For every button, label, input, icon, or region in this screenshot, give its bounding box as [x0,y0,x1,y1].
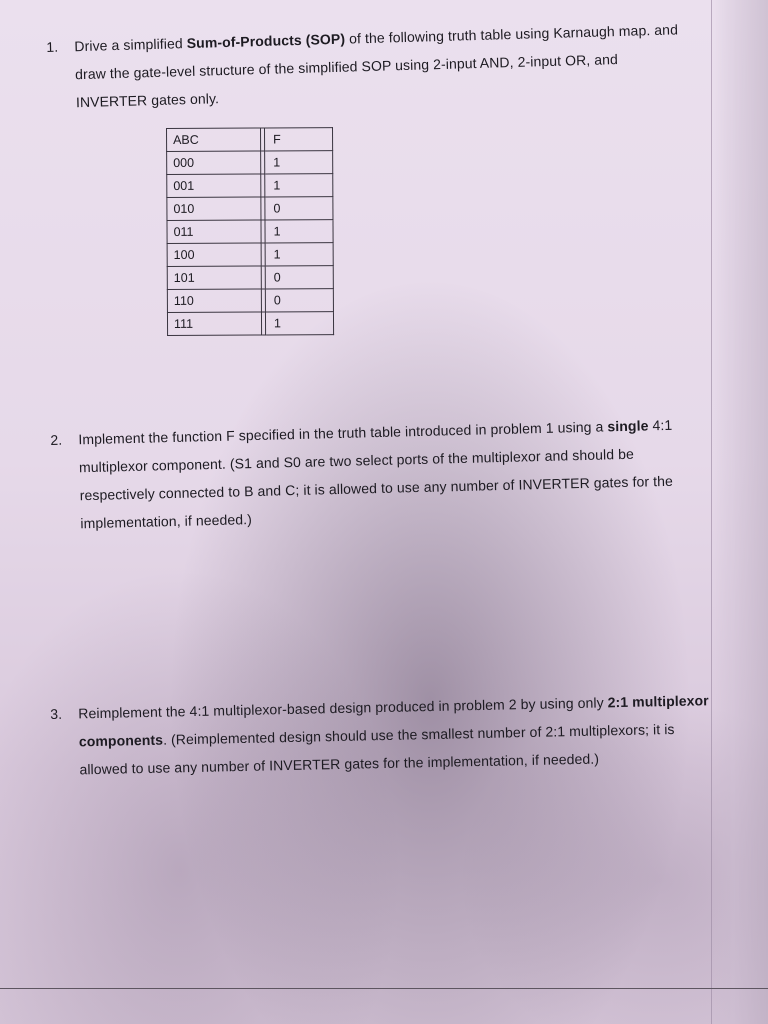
cell-abc: 011 [167,220,261,243]
truth-table-row [167,289,333,313]
truth-table-row [167,197,333,221]
cell-abc: 111 [167,312,261,335]
cell-f: 1 [265,243,333,266]
cell-abc: 101 [167,266,261,289]
cell-abc: 000 [167,151,261,174]
question-2 [50,410,703,538]
cell-f: 1 [265,220,333,243]
truth-table-header-row [167,128,333,152]
cell-f: 1 [265,151,333,174]
paper-fold-shadow [711,0,768,1024]
question-number: 1. [46,38,59,55]
truth-table-row [167,174,333,198]
question-text: Drive a simplified Sum-of-Products (SOP) of the following truth table using Karnaugh map. and draw the gate-level structure of the simplified SOP using 2-input AND, 2-input OR, and INVERTER gates only. [74,21,679,111]
page-bottom-rule [0,988,768,989]
cell-abc: 100 [167,243,261,266]
cell-abc: 001 [167,174,261,197]
question-number: 2. [50,431,63,448]
truth-table-row [167,266,333,290]
question-number: 3. [50,705,63,722]
cell-abc: 110 [167,289,261,312]
truth-table-row [167,312,333,336]
cell-abc: 010 [167,197,261,220]
cell-f: 0 [265,197,333,220]
cell-f: 1 [265,174,333,197]
cell-f: 1 [265,312,333,335]
header-cell-f: F [265,128,333,151]
cell-f: 0 [265,266,333,289]
truth-table-row [167,220,333,244]
header-cell-abc: ABC [167,128,261,151]
question-text: Reimplement the 4:1 multiplexor-based design produced in problem 2 by using only 2:1 multiplexor components. (Reimplemented design should use the smallest number of 2:1 multiplexors; it is allowed to use any number of INVERTER gates for the implementation, if needed.) [78,692,709,778]
cell-f: 0 [265,289,333,312]
truth-table-row [167,243,333,267]
truth-table-row [167,151,333,175]
question-1 [46,15,688,117]
truth-table [166,127,334,336]
question-3 [50,686,712,784]
question-text: Implement the function F specified in the truth table introduced in problem 1 using a single 4:1 multiplexor component. (S1 and S0 are two select ports of the multiplexor and should be respectively connected to B and C; it is allowed to use any number of INVERTER gates for the implementation, if needed.) [78,416,674,532]
